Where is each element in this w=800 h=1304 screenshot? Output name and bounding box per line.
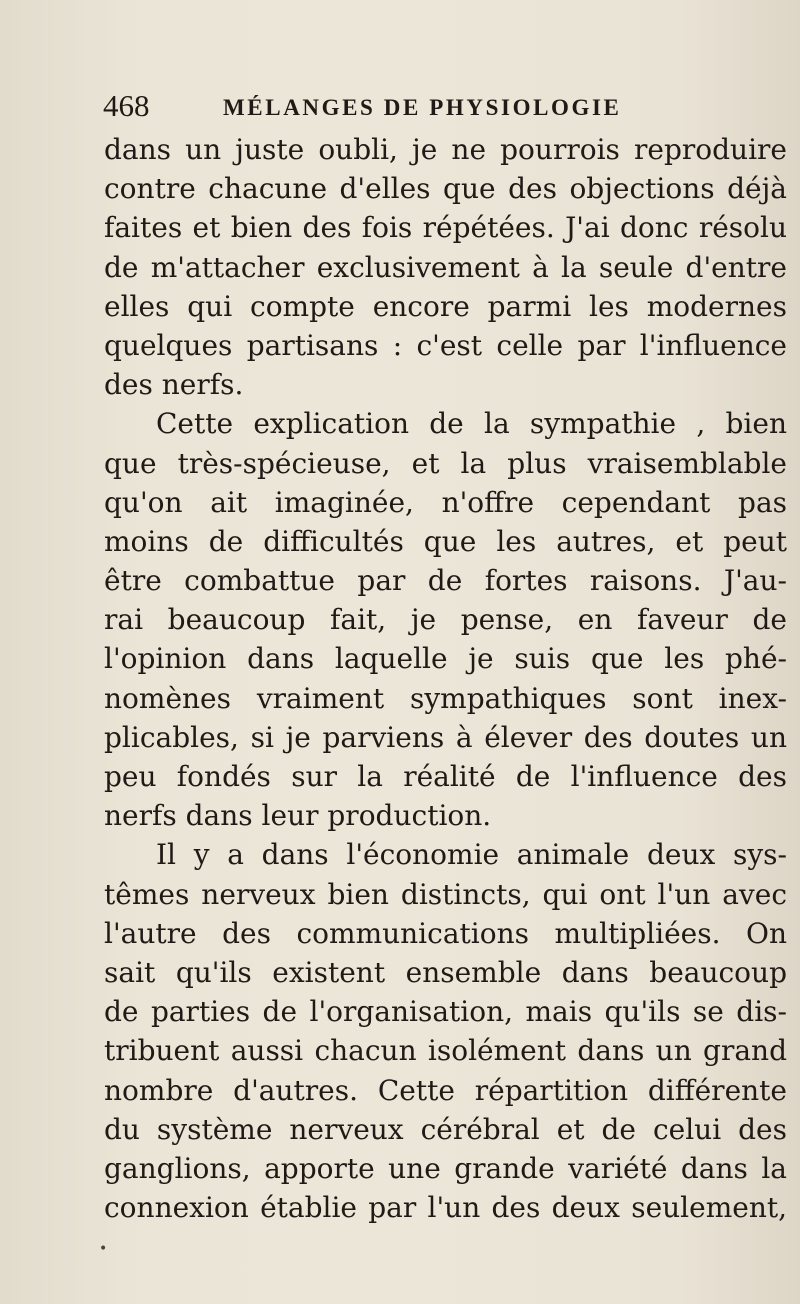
text-line: Il y a dans l'économie animale deux sys- [156, 838, 787, 872]
text-line: nerfs dans leur production. [104, 799, 492, 833]
text-line: faites et bien des fois répétées. J'ai donc résolu [104, 211, 787, 245]
text-line: l'autre des communications multipliées. On [104, 916, 787, 950]
text-line: Cette explication de la sympathie , bien [156, 407, 787, 441]
text-line: du système nerveux cérébral et de celui des [104, 1112, 787, 1146]
text-line: peu fondés sur la réalité de l'influence des [104, 760, 787, 793]
text-line: nombre d'autres. Cette répartition différente [104, 1073, 787, 1107]
text-line: être combattue par de fortes raisons. J'au- [104, 564, 787, 598]
text-line: de m'attacher exclusivement à la seule d'entre [104, 250, 787, 284]
text-line: des nerfs. [104, 368, 244, 402]
text-line: de parties de l'organisation, mais qu'ils se dis- [104, 995, 787, 1029]
text-line: nomènes vraiment sympathiques sont inex- [104, 681, 787, 715]
text-line: têmes nerveux bien distincts, qui ont l'un avec [104, 877, 787, 911]
page-header [103, 86, 703, 126]
text-line: moins de difficultés que les autres, et peut [104, 524, 787, 558]
body-text [104, 130, 787, 1227]
text-line: dans un juste oubli, je ne pourrois reproduire [104, 133, 787, 166]
text-line: quelques partisans : c'est celle par l'influence [104, 328, 787, 362]
text-line: ganglions, apporte une grande variété dans la [104, 1151, 787, 1185]
running-head: MÉLANGES DE PHYSIOLOGIE [223, 95, 622, 120]
text-line: sait qu'ils existent ensemble dans beaucoup [104, 955, 787, 989]
text-line: qu'on ait imaginée, n'offre cependant pas [104, 485, 787, 519]
text-line: que très-spécieuse, et la plus vraisemblable [104, 446, 787, 480]
text-line: connexion établie par l'un des deux seulement, [104, 1191, 787, 1225]
text-line: tribuent aussi chacun isolément dans un grand [104, 1034, 787, 1068]
text-line: contre chacune d'elles que des objections déjà [104, 172, 787, 206]
text-line: elles qui compte encore parmi les modernes [104, 289, 787, 323]
page-number: 468 [103, 88, 150, 123]
text-line: l'opinion dans laquelle je suis que les phé- [104, 642, 787, 676]
text-line: plicables, si je parviens à élever des doutes un [104, 720, 787, 754]
text-line: rai beaucoup fait, je pense, en faveur de [104, 603, 787, 637]
printer-mark: • [99, 1241, 108, 1257]
